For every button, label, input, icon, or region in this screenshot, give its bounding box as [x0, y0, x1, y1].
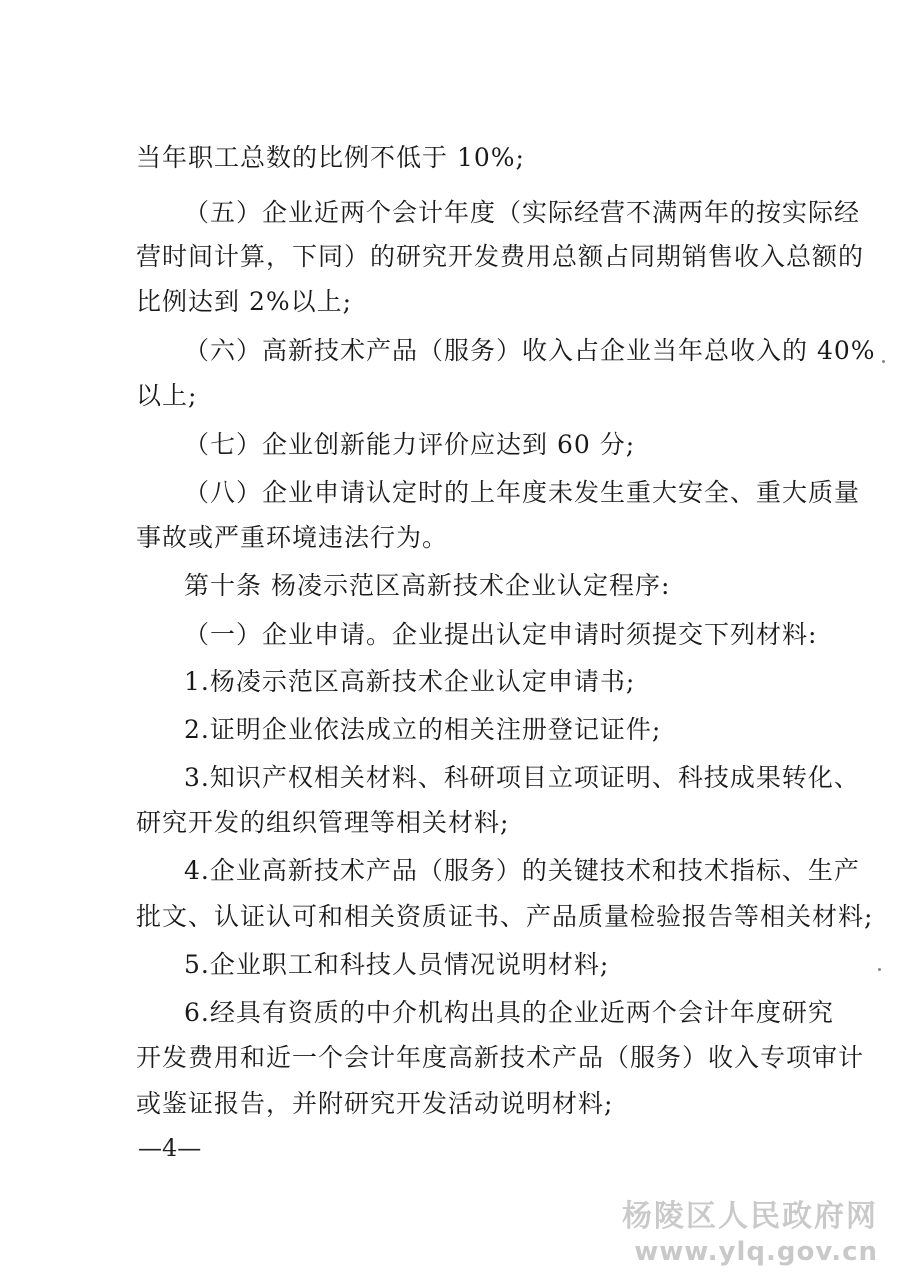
- watermark-url: www.ylq.gov.cn: [634, 1237, 878, 1267]
- scan-speck: [882, 360, 885, 363]
- paragraph-line: 以上;: [136, 381, 198, 410]
- paragraph-line: 开发费用和近一个会计年度高新技术产品（服务）收入专项审计: [136, 1043, 865, 1072]
- paragraph-line: （五）企业近两个会计年度（实际经营不满两年的按实际经: [184, 198, 861, 227]
- scan-speck: [878, 968, 881, 971]
- site-watermark: [622, 1198, 878, 1268]
- paragraph-line: 或鉴证报告，并附研究开发活动说明材料;: [136, 1089, 614, 1118]
- list-item: 5.企业职工和科技人员情况说明材料;: [184, 950, 610, 979]
- page-number: —4—: [138, 1134, 202, 1162]
- paragraph-line: 研究开发的组织管理等相关材料;: [136, 808, 510, 837]
- watermark-site-name: 杨陵区人民政府网: [622, 1199, 878, 1234]
- paragraph-line: 批文、认证认可和相关资质证书、产品质量检验报告等相关材料;: [136, 902, 874, 931]
- paragraph-line: 事故或严重环境违法行为。: [136, 523, 449, 552]
- list-item: 3.知识产权相关材料、科研项目立项证明、科技成果转化、: [184, 763, 860, 792]
- paragraph-line: （八）企业申请认定时的上年度未发生重大安全、重大质量: [184, 478, 861, 507]
- paragraph-line: 比例达到 2%以上;: [136, 287, 353, 316]
- list-item: 4.企业高新技术产品（服务）的关键技术和技术指标、生产: [184, 856, 860, 885]
- list-item: 1.杨凌示范区高新技术企业认定申请书;: [184, 667, 636, 696]
- paragraph-line: 营时间计算，下同）的研究开发费用总额占同期销售收入总额的: [136, 242, 865, 271]
- paragraph-line: （七）企业创新能力评价应达到 60 分;: [184, 430, 636, 459]
- paragraph-line: 当年职工总数的比例不低于 10%;: [136, 143, 525, 172]
- list-item: 6.经具有资质的中介机构出具的企业近两个会计年度研究: [184, 998, 834, 1027]
- paragraph-line: （六）高新技术产品（服务）收入占企业当年总收入的 40%: [184, 336, 876, 365]
- paragraph-line: （一）企业申请。企业提出认定申请时须提交下列材料:: [184, 620, 818, 649]
- section-heading: 第十条 杨凌示范区高新技术企业认定程序:: [184, 571, 671, 600]
- list-item: 2.证明企业依法成立的相关注册登记证件;: [184, 715, 662, 744]
